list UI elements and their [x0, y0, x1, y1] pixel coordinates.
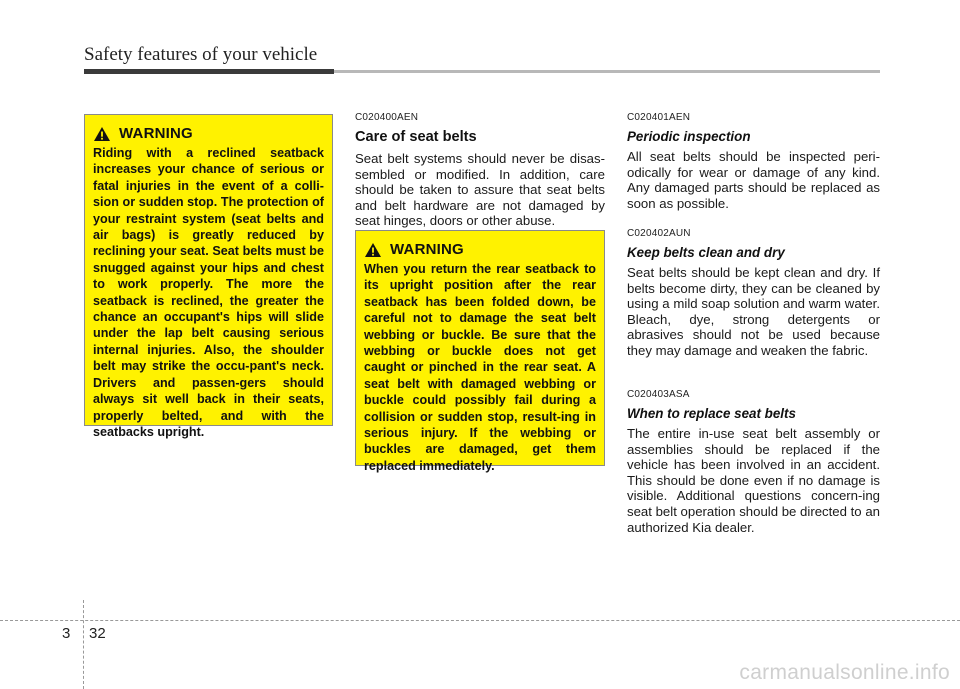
clean-dry-section [627, 228, 880, 359]
section-text: Seat belt systems should never be disas-sembled or modified. In addition, care should be taken to assure that seat belts and belt hardware are not damaged by seat hinges, doors or other abuse. [355, 151, 605, 229]
replace-section [627, 389, 880, 535]
page-number: 32 [89, 625, 106, 642]
footer-divider [0, 620, 960, 621]
warning-title: WARNING [119, 125, 193, 142]
section-code: C020403ASA [627, 389, 690, 400]
warning-header [364, 241, 596, 258]
header-rule-accent [84, 69, 334, 74]
warning-triangle-icon [364, 242, 382, 258]
page-header-title: Safety features of your vehicle [84, 44, 318, 65]
section-text: Seat belts should be kept clean and dry. If belts become dirty, they can be cleaned by using a mild soap solution and warm water. Bleach, dye, strong detergents or abrasives should not be used because they may damage and weaken the fabric. [627, 265, 880, 358]
section-code: C020400AEN [355, 112, 419, 123]
warning-text: When you return the rear seatback to its upright position after the rear seatback has been folded down, be careful not to damage the seat belt webbing or buckle. Be sure that the webbing or buckle does not get caught or pinched in the rear seat. A seat belt with damaged webbing or buckle could possibly fail during a collision or sudden stop, result-ing in serious injury. If the webbing or buckles are damaged, get them replaced immediately. [364, 262, 596, 473]
warning-title: WARNING [390, 241, 464, 258]
section-title: When to replace seat belts [627, 406, 796, 421]
section-title: Periodic inspection [627, 129, 751, 144]
periodic-inspection-section [627, 112, 880, 211]
warning-text: Riding with a reclined seatback increases your chance of serious or fatal injuries in the event of a colli-sion or sudden stop. The protection of your restraint system (seat belts and air bags) is greatly reduced by reclining your seat. Seat belts must be snugged against your hips and chest to work properly. The more the seatback is reclined, the greater the chance an occupant's hips will slide under the lap belt causing serious internal injuries. Also, the shoulder belt may strike the occu-pant's neck. Drivers and passen-gers should always sit well back in their seats, properly belted, and with the seatbacks upright. [93, 146, 324, 439]
section-title: Care of seat belts [355, 129, 477, 145]
section-title: Keep belts clean and dry [627, 245, 785, 260]
section-text: All seat belts should be inspected peri-odically for wear or damage of any kind. Any damaged parts should be replaced as soon as possible. [627, 149, 880, 211]
care-section [355, 112, 605, 229]
warning-header [93, 125, 324, 142]
chapter-number: 3 [62, 625, 71, 642]
footer-vertical-divider [83, 600, 84, 689]
section-text: The entire in-use seat belt assembly or assemblies should be replaced if the vehicle has been involved in an accident. This should be done even if no damage is visible. Additional questions concern-ing seat belt operation should be directed to an authorized Kia dealer. [627, 426, 880, 535]
warning-box-rear-seatback [355, 230, 605, 473]
watermark: carmanualsonline.info [739, 661, 950, 684]
section-code: C020401AEN [627, 112, 691, 123]
warning-box-reclined-seatback [84, 114, 333, 439]
section-code: C020402AUN [627, 228, 691, 239]
warning-triangle-icon [93, 126, 111, 142]
